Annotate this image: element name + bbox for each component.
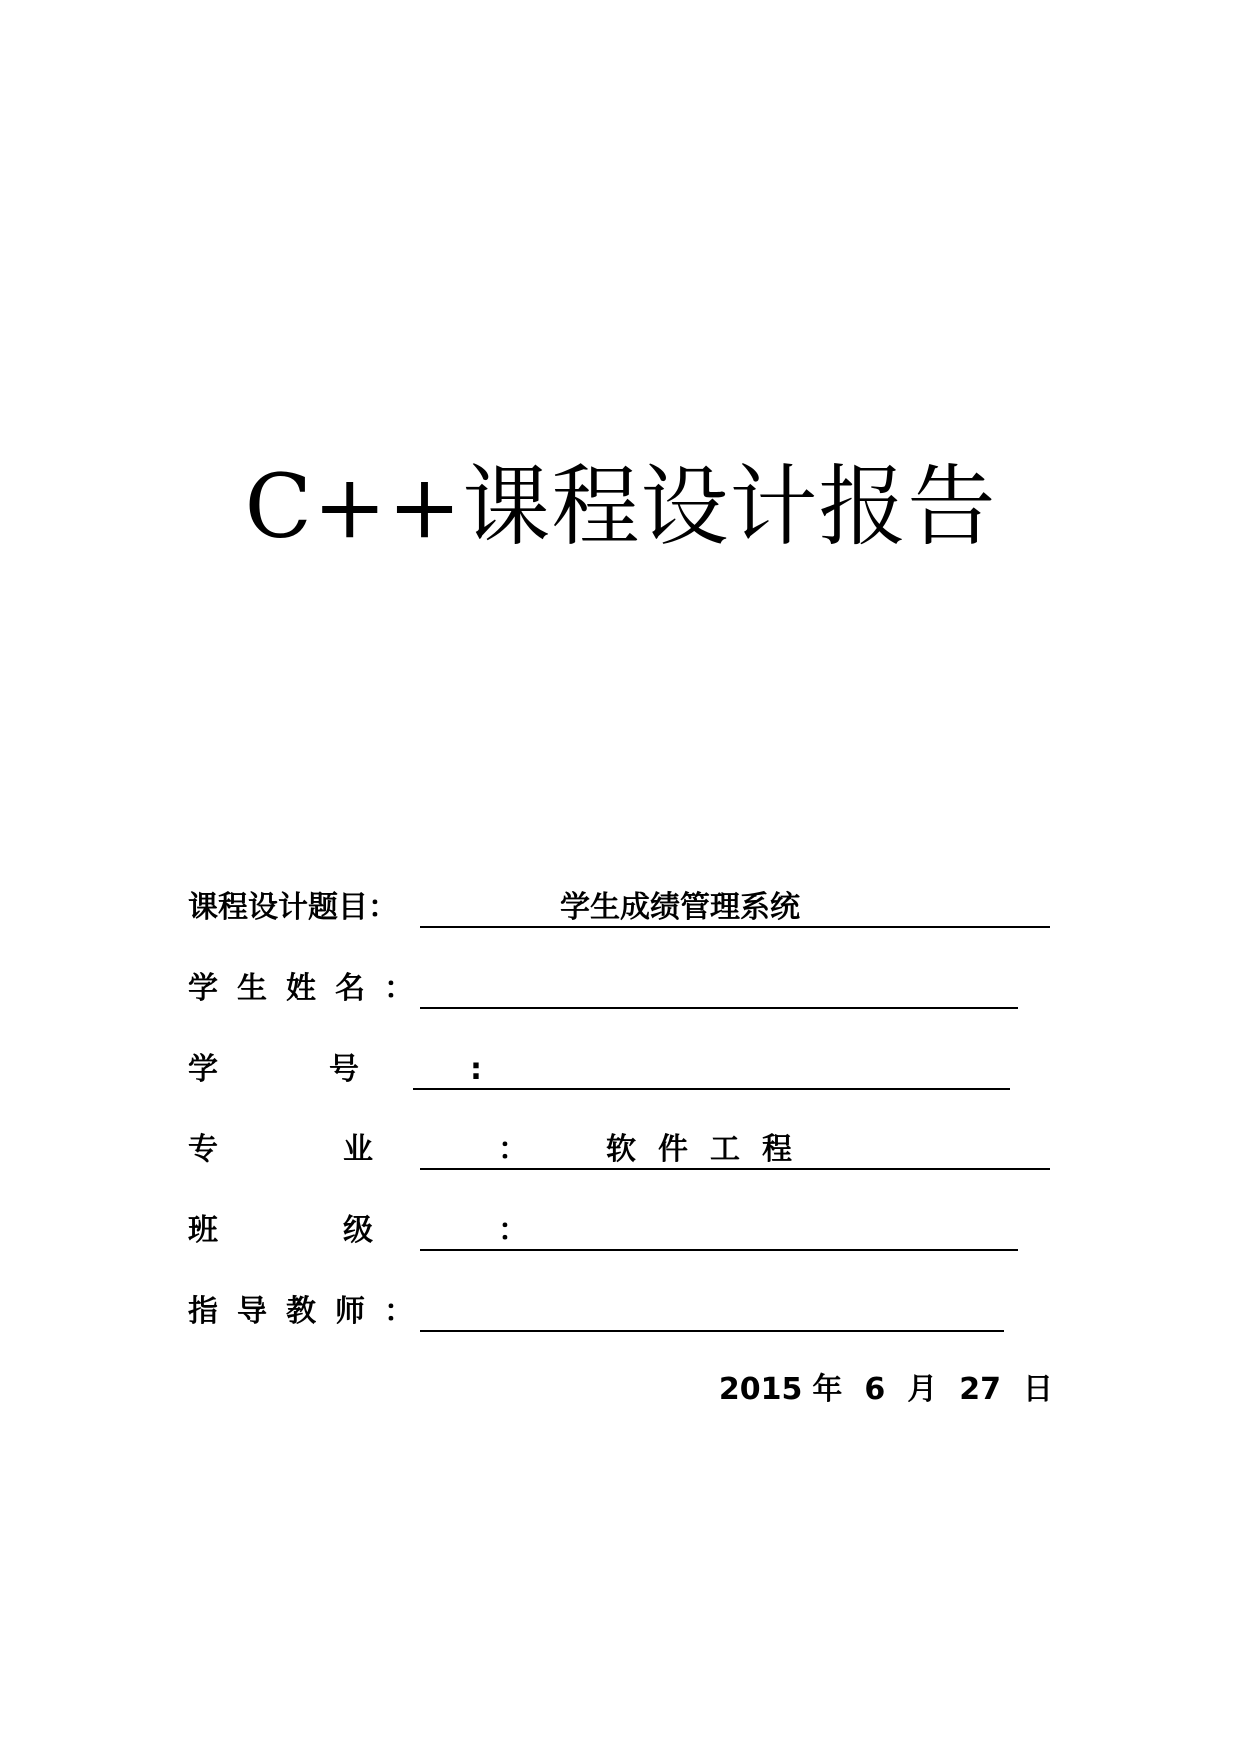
field-advisor [188, 1292, 1053, 1342]
date-year: 2015 [718, 1372, 803, 1407]
field-class [188, 1211, 1053, 1261]
field-student-name [188, 969, 1053, 1019]
field-topic-label: 课程设计题目： [188, 890, 398, 925]
field-student-id [188, 1050, 1053, 1100]
date-day: 27 [959, 1372, 1001, 1407]
field-advisor-label: 指导教师： [188, 1294, 433, 1329]
field-class-underline [420, 1249, 1018, 1251]
field-major-value: 软件工程 [606, 1132, 814, 1167]
field-student-name-underline [420, 1007, 1018, 1009]
report-title: C++课程设计报告 [244, 455, 997, 558]
field-student-id-underline [413, 1088, 1010, 1090]
field-major-label: 专业： [188, 1132, 653, 1167]
field-student-name-label: 学生姓名： [188, 971, 433, 1006]
field-student-id-label: 学号: [188, 1052, 593, 1087]
field-topic-value: 学生成绩管理系统 [560, 890, 800, 925]
field-topic [188, 888, 1053, 938]
field-class-label: 班级： [188, 1213, 653, 1248]
report-date [719, 1370, 1053, 1410]
date-month: 6 [864, 1372, 886, 1407]
date-year-char: 年 [812, 1372, 843, 1407]
field-major [188, 1130, 1053, 1180]
field-advisor-underline [420, 1330, 1004, 1332]
date-month-char: 月 [907, 1372, 938, 1407]
date-day-char: 日 [1023, 1372, 1053, 1407]
